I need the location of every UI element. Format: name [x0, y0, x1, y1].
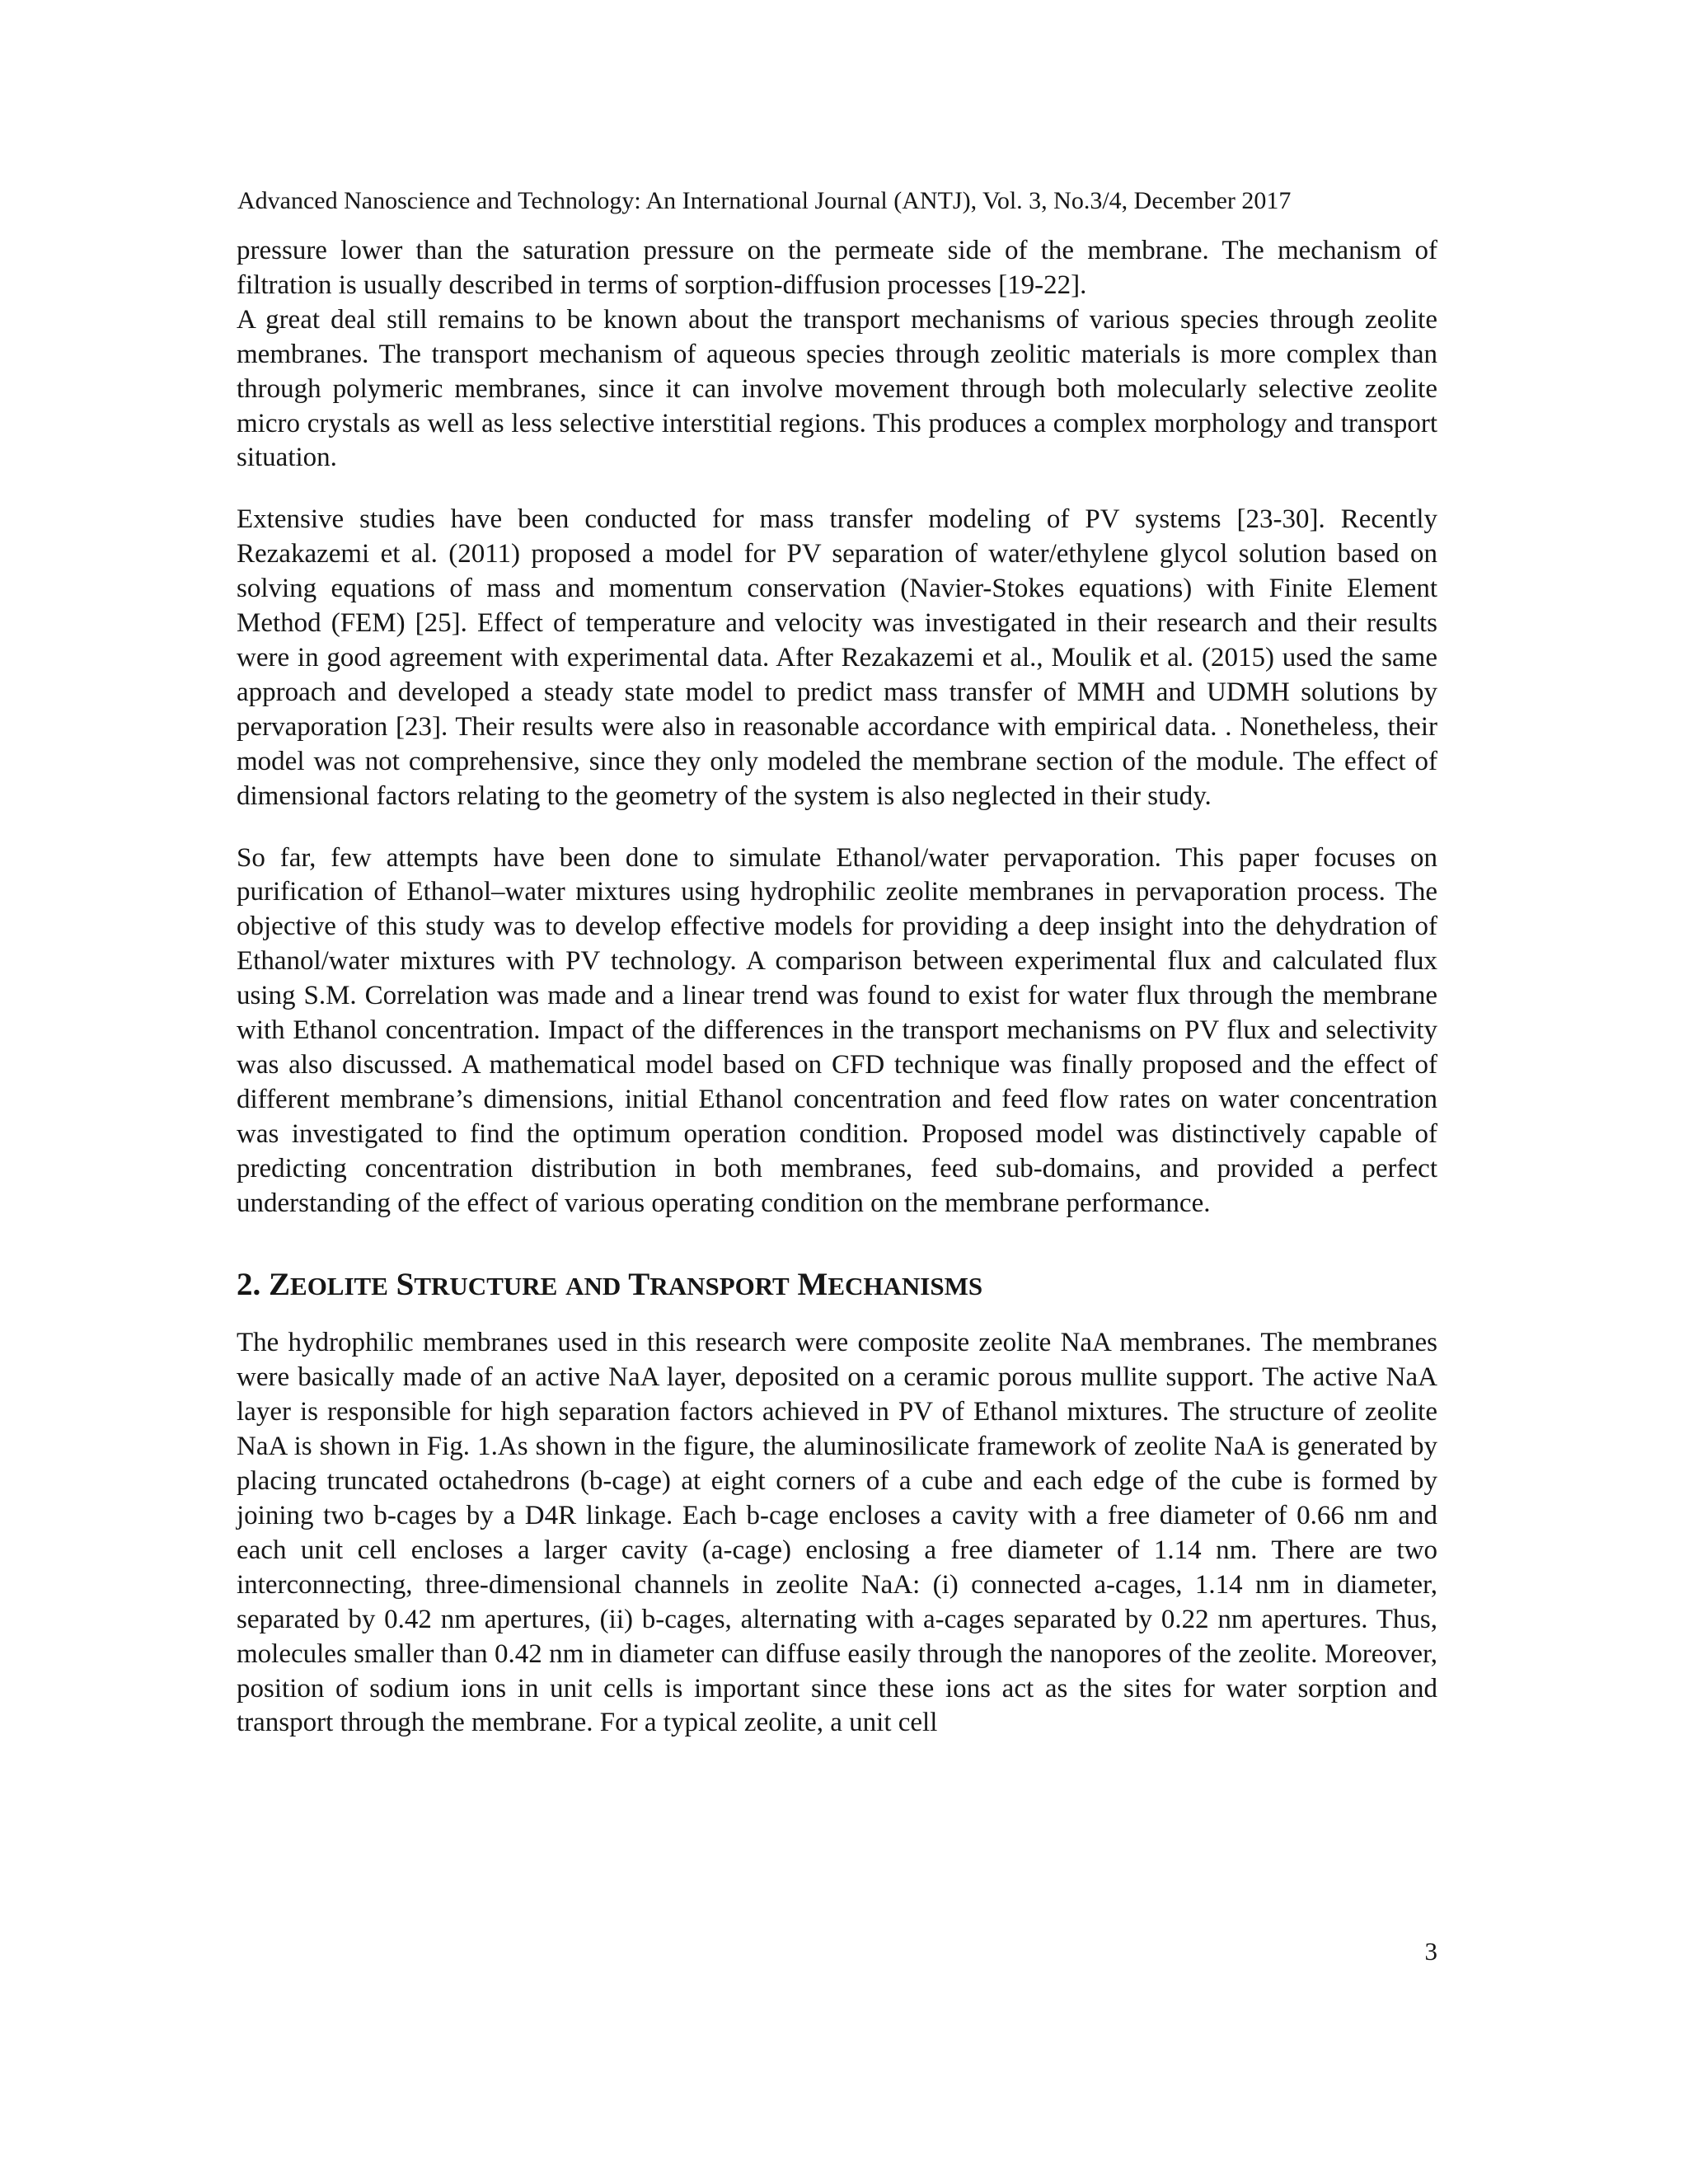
page-number: 3: [1424, 1937, 1437, 1966]
section-title-word: TRANSPORT: [628, 1267, 790, 1303]
paragraph-zeolite-naa-structure: The hydrophilic membranes used in this research were composite zeolite NaA membranes. The membranes were basically made of an active NaA layer, deposited on a ceramic porous mullite support. The active NaA layer is responsible for high separation factors achieved in PV of Ethanol mixtures. The structure of zeolite NaA is shown in Fig. 1.As shown in the figure, the aluminosilicate framework of zeolite NaA is generated by placing truncated octahedrons (b-cage) at eight corners of a cube and each edge of the cube is formed by joining two b-cages by a D4R linkage. Each b-cage encloses a cavity with a free diameter of 0.66 nm and each unit cell encloses a larger cavity (a-cage) enclosing a free diameter of 1.14 nm. There are two interconnecting, three-dimensional channels in zeolite NaA: (i) connected a-cages, 1.14 nm in diameter, separated by 0.42 nm apertures, (ii) b-cages, alternating with a-cages separated by 0.22 nm apertures. Thus, molecules smaller than 0.42 nm in diameter can diffuse easily through the nanopores of the zeolite. Moreover, position of sodium ions in unit cells is important since these ions act as the sites for water sorption and transport through the membrane. For a typical zeolite, a unit cell: [237, 1328, 1437, 1738]
section-number: 2.: [237, 1267, 261, 1303]
section-title-word: ZEOLITE: [269, 1267, 388, 1303]
section-title-word: STRUCTURE: [396, 1267, 558, 1303]
section-heading: [237, 1265, 1437, 1306]
paragraph-study-objective: So far, few attempts have been done to simulate Ethanol/water pervaporation. This paper focuses on purification of Ethanol–water mixtures using hydrophilic zeolite membranes in pervaporation process. The objective of this study was to develop effective models for providing a deep insight into the dehydration of Ethanol/water mixtures with PV technology. A comparison between experimental flux and calculated flux using S.M. Correlation was made and a linear trend was found to exist for water flux through the membrane with Ethanol concentration. Impact of the differences in the transport mechanisms on PV flux and selectivity was also discussed. A mathematical model based on CFD technique was finally proposed and the effect of different membrane’s dimensions, initial Ethanol concentration and feed flow rates on water concentration was investigated to find the optimum operation condition. Proposed model was distinctively capable of predicting concentration distribution in both membranes, feed sub-domains, and provided a perfect understanding of the effect of various operating condition on the membrane performance.: [237, 842, 1437, 1218]
body-column: [237, 234, 1437, 1741]
paragraph-mass-transfer-modeling: Extensive studies have been conducted for mass transfer modeling of PV systems [23-30]. Recently Rezakazemi et al. (2011) proposed a model for PV separation of water/ethylene glycol solution based on solving equations of mass and momentum conservation (Navier-Stokes equations) with Finite Element Method (FEM) [25]. Effect of temperature and velocity was investigated in their research and their results were in good agreement with experimental data. After Rezakazemi et al., Moulik et al. (2015) used the same approach and developed a steady state model to predict mass transfer of MMH and UDMH solutions by pervaporation [23]. Their results were also in reasonable accordance with empirical data. . Nonetheless, their model was not comprehensive, since they only modeled the membrane section of the module. The effect of dimensional factors relating to the geometry of the system is also neglected in their study.: [237, 504, 1437, 811]
paragraph-transport-mechanisms: A great deal still remains to be known about the transport mechanisms of various species through zeolite membranes. The transport mechanism of aqueous species through zeolitic materials is more complex than through polymeric membranes, since it can involve movement through both molecularly selective zeolite micro crystals as well as less selective interstitial regions. This produces a complex morphology and transport situation.: [237, 304, 1437, 473]
section-title-word: AND: [565, 1272, 621, 1301]
running-header: Advanced Nanoscience and Technology: An International Journal (ANTJ), Vol. 3, No.3/4, December 2017: [237, 187, 1292, 214]
paragraph-sorption-diffusion: pressure lower than the saturation pressure on the permeate side of the membrane. The mechanism of filtration is usually described in terms of sorption-diffusion processes [19-22].: [237, 236, 1437, 300]
section-title-word: MECHANISMS: [797, 1267, 983, 1303]
